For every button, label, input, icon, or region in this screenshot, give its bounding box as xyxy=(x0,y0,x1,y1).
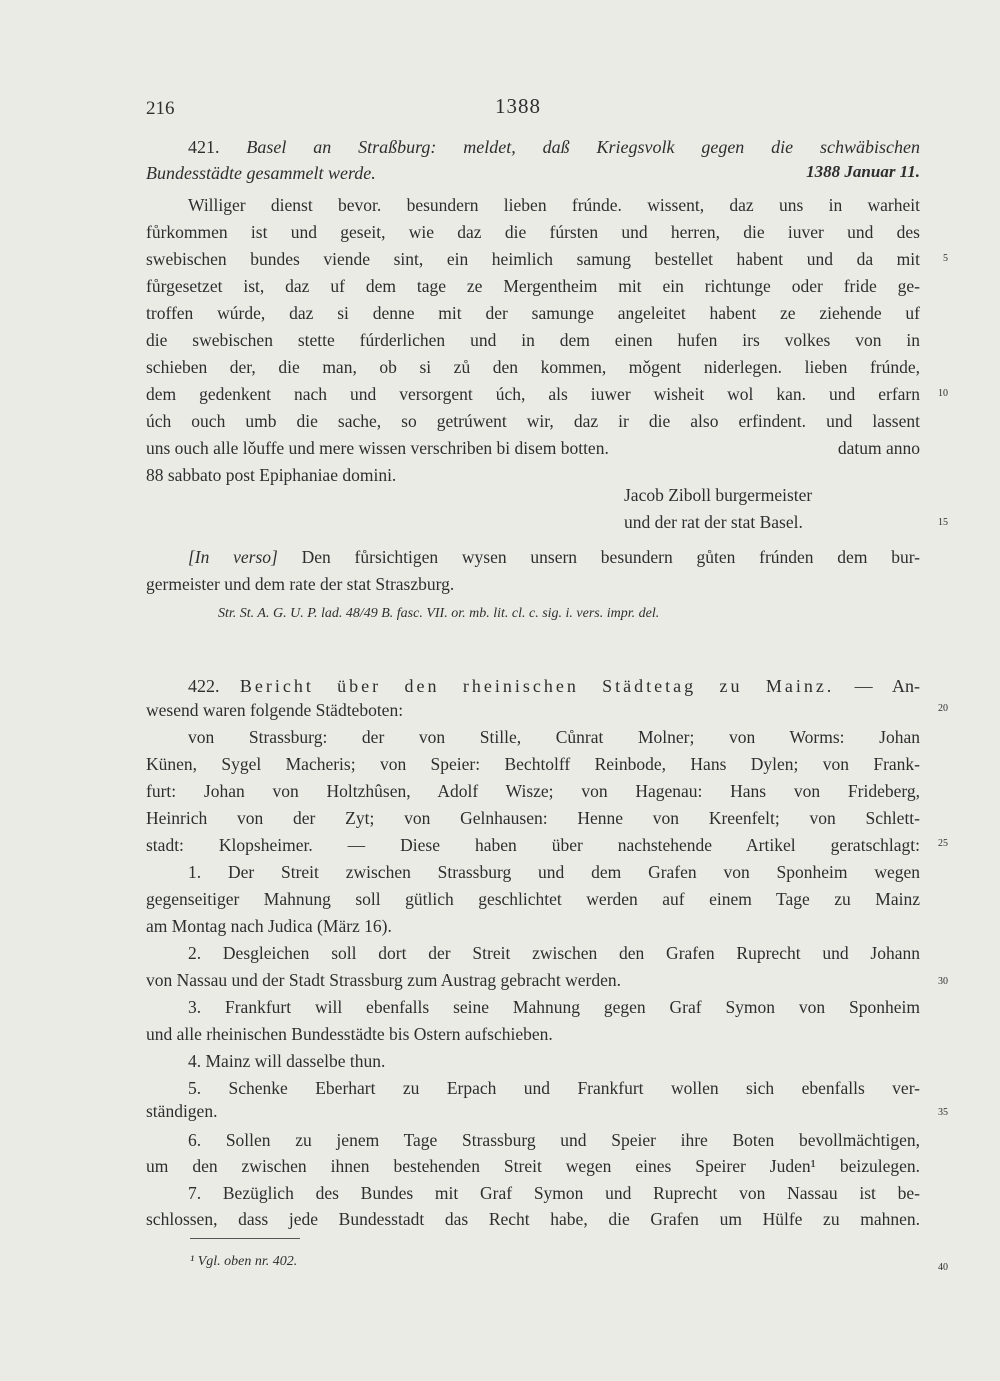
running-head-year: 1388 xyxy=(495,94,541,118)
doc422-item-2: 2. Desgleichen soll dort der Streit zwischen den Grafen Ruprecht und Johann xyxy=(188,943,920,963)
doc421-body-text: uns ouch alle lǒuffe und mere wissen verschriben bi disem botten. xyxy=(146,438,609,458)
doc421-body-line: dem gedenkent nach und versorgent úch, als iuwer wisheit wol kan. und erfarn xyxy=(146,384,920,404)
margin-line-number: 30 xyxy=(938,976,948,987)
margin-line-number: 25 xyxy=(938,838,948,849)
doc422-heading: Bericht über den rheinischen Städtetag zu Mainz. xyxy=(239,676,835,696)
doc421-datum: datum anno xyxy=(837,438,920,458)
doc422-item-1-cont: gegenseitiger Mahnung soll gütlich geschlichtet werden auf einem Tage zu Mainz xyxy=(146,889,920,909)
doc421-body-line: die swebischen stette fúrderlichen und in dem einen hufen irs volkes von in xyxy=(146,330,920,350)
doc421-title-line1 xyxy=(188,134,920,160)
doc422-number: 422. xyxy=(188,676,220,696)
doc421-date: 1388 Januar 11. xyxy=(806,162,920,181)
doc422-line: wesend waren folgende Städteboten: xyxy=(146,700,404,720)
verso-label: [In verso] xyxy=(188,547,278,567)
doc421-title-cont: Bundesstädte gesammelt werde. xyxy=(146,163,376,183)
doc422-item-6-cont: um den zwischen ihnen bestehenden Streit wegen eines Speirer Juden¹ beizulegen. xyxy=(146,1156,920,1176)
doc422-cities-line: furt: Johan von Holtzhûsen, Adolf Wisze; von Hagenau: Hans von Frideberg, xyxy=(146,781,920,801)
margin-line-number: 5 xyxy=(943,253,948,264)
margin-line-number: 35 xyxy=(938,1107,948,1118)
doc422-item-4: 4. Mainz will dasselbe thun. xyxy=(188,1051,386,1071)
doc421-body-line: troffen wúrde, daz si denne mit der samunge angeleitet habent ze ziehende uf xyxy=(146,303,920,323)
doc422-item-7-cont: schlossen, dass jede Bundesstadt das Recht habe, die Grafen um Hülfe zu mahnen. xyxy=(146,1209,920,1229)
doc421-signature-line1: Jacob Ziboll burgermeister xyxy=(624,485,813,505)
doc421-body-line: fůrgesetzet ist, daz uf dem tage ze Mergentheim mit ein richtunge oder fride ge- xyxy=(146,276,920,296)
doc422-heading-line xyxy=(188,673,920,699)
doc422-item-7: 7. Bezüglich des Bundes mit Graf Symon und Ruprecht von Nassau ist be- xyxy=(188,1183,920,1203)
margin-line-number: 10 xyxy=(938,388,948,399)
doc422-cities-line: von Strassburg: der von Stille, Cůnrat Molner; von Worms: Johan xyxy=(188,727,920,747)
margin-line-number: 20 xyxy=(938,703,948,714)
footnote: ¹ Vgl. oben nr. 402. xyxy=(190,1254,298,1269)
doc422-cities-line: Heinrich von der Zyt; von Gelnhausen: Henne von Kreenfelt; von Schlett- xyxy=(146,808,920,828)
doc421-signature-line2: und der rat der stat Basel. xyxy=(624,512,803,532)
doc422-cities-line: Künen, Sygel Macheris; von Speier: Bechtolff Reinbode, Hans Dylen; von Frank- xyxy=(146,754,920,774)
doc421-number: 421. xyxy=(188,137,220,157)
doc421-body-line: úch ouch umb die sache, so getrúwent wir, daz ir die also erfindent. und lassent xyxy=(146,411,920,431)
verso-text: Den fůrsichtigen wysen unsern besundern gůten frúnden dem bur- xyxy=(301,547,920,567)
doc422-item-1: 1. Der Streit zwischen Strassburg und dem Grafen von Sponheim wegen xyxy=(188,862,920,882)
doc421-body-line: fůrkommen ist und geseit, wie daz die fúrsten und herren, die iuver und des xyxy=(146,222,920,242)
doc421-verso-line2: germeister und dem rate der stat Straszburg. xyxy=(146,574,455,594)
doc422-item-6: 6. Sollen zu jenem Tage Strassburg und Speier ihre Boten bevollmächtigen, xyxy=(188,1130,920,1150)
doc422-cities-line: stadt: Klopsheimer. — Diese haben über nachstehende Artikel geratschlagt: xyxy=(146,835,920,855)
doc421-verso-line1 xyxy=(188,544,920,570)
doc422-item-1-cont: am Montag nach Judica (März 16). xyxy=(146,916,392,936)
doc422-item-5-cont: ständigen. xyxy=(146,1101,218,1121)
doc422-item-2-cont: von Nassau und der Stadt Strassburg zum Austrag gebracht werden. xyxy=(146,970,621,990)
doc422-heading-rest: — An- xyxy=(854,676,921,696)
doc422-item-3-cont: und alle rheinischen Bundesstädte bis Ostern aufschieben. xyxy=(146,1024,553,1044)
doc421-body-line: 88 sabbato post Epiphaniae domini. xyxy=(146,465,397,485)
page-number: 216 xyxy=(146,98,175,119)
doc422-item-3: 3. Frankfurt will ebenfalls seine Mahnung gegen Graf Symon von Sponheim xyxy=(188,997,920,1017)
doc422-item-5: 5. Schenke Eberhart zu Erpach und Frankfurt wollen sich ebenfalls ver- xyxy=(188,1078,920,1098)
doc421-body-line: swebischen bundes viende sint, ein heimlich samung bestellet habent und da mit xyxy=(146,249,920,269)
footnote-rule xyxy=(190,1238,300,1239)
doc421-source: Str. St. A. G. U. P. lad. 48/49 B. fasc. VII. or. mb. lit. cl. c. sig. i. vers. impr. del. xyxy=(218,606,660,621)
margin-line-number: 40 xyxy=(938,1262,948,1273)
margin-line-number: 15 xyxy=(938,517,948,528)
doc421-body-line: Williger dienst bevor. besundern lieben frúnde. wissent, daz uns in warheit xyxy=(188,195,920,215)
doc421-body-line: schieben der, die man, ob si zů den kommen, mǒgent niderlegen. lieben frúnde, xyxy=(146,357,920,377)
doc421-title: Basel an Straßburg: meldet, daß Kriegsvolk gegen die schwäbischen xyxy=(246,137,921,157)
